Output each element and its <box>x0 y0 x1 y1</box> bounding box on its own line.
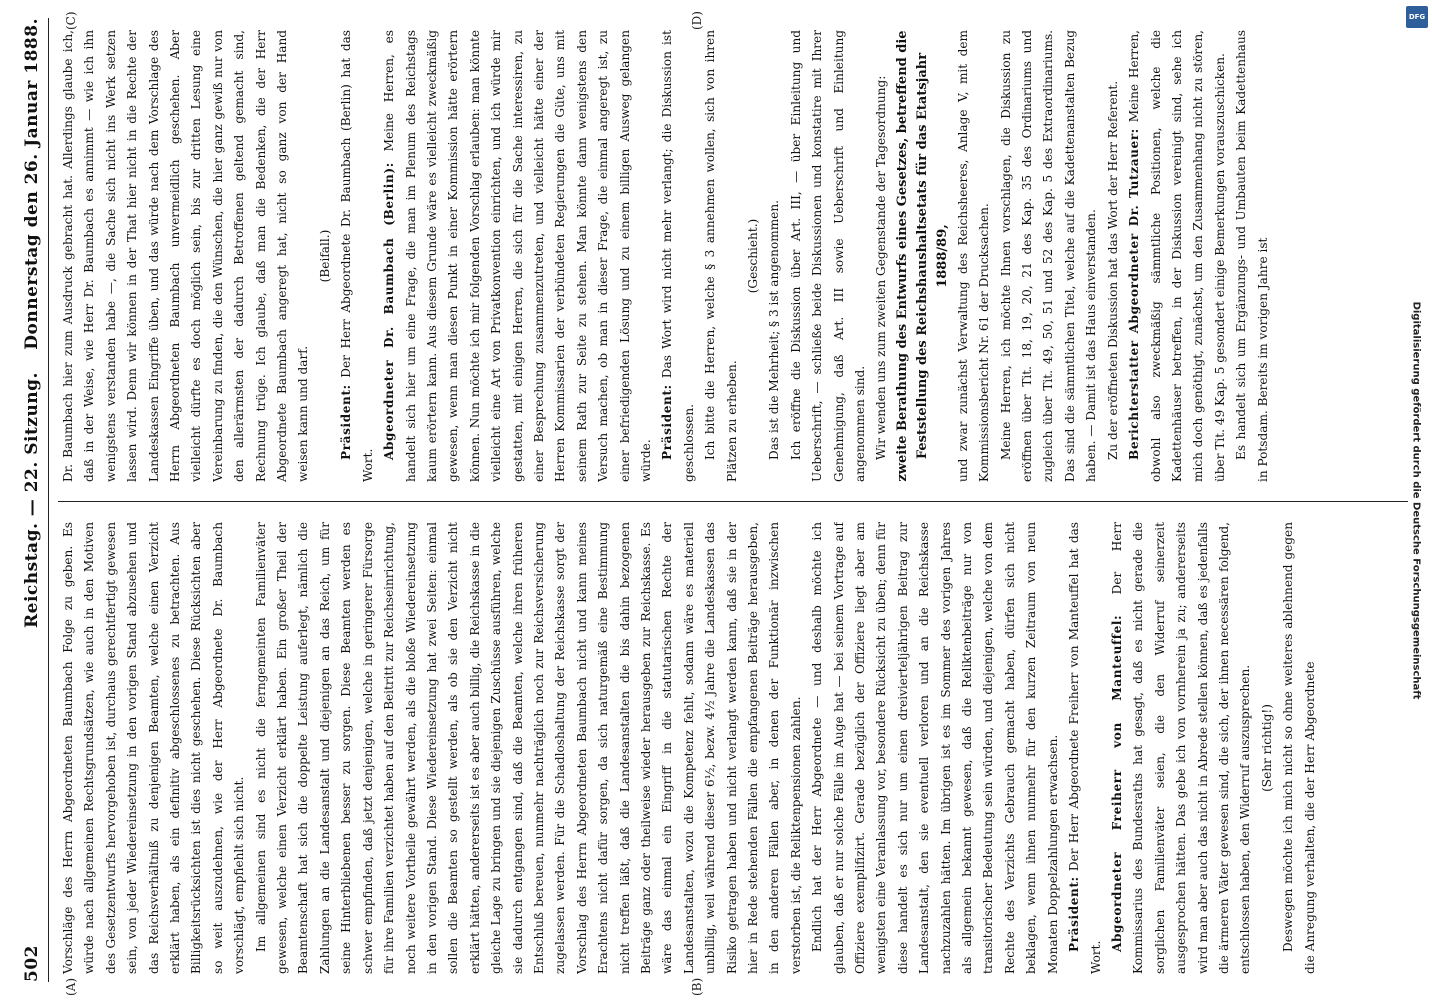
speaker-paragraph <box>657 30 700 482</box>
speaker-paragraph <box>1124 30 1231 482</box>
column-divider <box>58 501 1408 502</box>
speaker-label: Abgeordneter Dr. Baumbach (Berlin): <box>382 162 397 460</box>
reaction: (Geschieht.) <box>746 218 760 294</box>
margin-mark-a: (A) <box>64 977 78 996</box>
speaker-label: Präsident: <box>339 384 354 460</box>
left-column <box>58 522 1408 974</box>
speech-text: Der Herr Kommissarius des Bundesraths hat gesagt, daß es nicht gerade die sorglichen Familienväter seien, die den Widerruf seinerzeit ausgesprochen hätten. Das gebe ich von vornherein ja zu; andererseits wird man aber auch das nicht in Abrede stellen können, daß es jedenfalls die ärmeren Väter gewesen sind, die sich, der ihnen necessären folgend, entschlossen haben, den Widerruf auszusprechen. <box>1109 522 1253 974</box>
speech-text: Das Wort wird nicht mehr verlangt; die Diskussion ist geschlossen. <box>660 30 696 482</box>
paragraph: Ich eröffne die Diskussion über Art. III, — über Einleitung und Ueberschrift, — schließe beide Diskussionen und konstatire mit Ihrer Genehmigung, daß Art. III sowie Ueberschrift und Einleitung angenommen sind. <box>788 30 868 482</box>
paragraph: Im allgemeinen sind es nicht die ferngemeinten Familienväter gewesen, welche einen Verzicht erklärt haben. Ein großer Theil der Beamtenschaft hat sich die doppelte Leistung auferlegt, nämlich die Zahlungen an die Landesanstalt und diejenigen an das Reich, um für seine Hinterbliebenen besser zu sorgen. Diese Beamten werden es schwer empfinden, daß jetzt denjenigen, welche in geringerer Fürsorge für ihre Familien verzichtet haben auf den Beitritt zur Reichseinrichtung, noch weitere Vortheile gewährt werden, als die bloße Wiedereinsetzung in den vorigen Stand. Diese Wiedereinsetzung hat zwei Seiten: einmal sollen die Beamten so gestellt werden, als ob sie den Verzicht nicht erklärt hätten, andererseits ist es aber auch billig, die Reichskasse in die gleiche Lage zu bringen und sie diejenigen Zuschüsse ausführen, welche sie dadurch entgangen sind, daß die Beamten, welche ihren früheren Entschluß bereuen, nunmehr nachträglich noch zur Reichsversicherung zugelassen werden. Für die Schadloshaltung der Reichskasse sorgt der Vorschlag des Herrn Abgeordneten Baumbach nicht und kann meines Erachtens nicht dafür sorgen, da sich naturgemäß eine Bestimmung nicht treffen läßt, daß die Landesanstalten die bis dahin bezogenen Beiträge ganz oder theilweise wieder herausgeben zur Reichskasse. Es wäre das einmal ein Eingriff in die statutarischen Rechte der Landesanstalten, wozu die Kompetenz fehlt, sodann wäre es materiell unbillig, weil während dieser 6½, bezw. 4½ Jahre die Landeskassen das Risiko getragen haben und nicht verlangt werden kann, daß sie in der hier in Rede stehenden Fällen die empfangenen Beiträge herausgeben, in den anderen Fällen aber, in denen der Funktionär inzwischen verstorben ist, die Reliktenpensionen zahlen. <box>253 522 803 974</box>
speaker-label: Präsident: <box>660 384 675 460</box>
margin-mark-c: (C) <box>64 11 78 30</box>
paragraph: Es handelt sich um Ergänzungs- und Umbauten beim Kadettenhaus in Potsdam. Bereits im vorigen Jahre ist <box>1234 30 1270 482</box>
paragraph: und zwar zunächst Verwaltung des Reichsheeres, Anlage V, mit dem Kommissionsbericht Nr. 61 der Drucksachen. <box>955 30 992 482</box>
digitization-note-text: Digitalisierung gefördert durch die Deutsche Forschungsgemeinschaft <box>1410 301 1422 699</box>
dfg-logo-icon: DFG <box>1406 6 1428 28</box>
paragraph: Dr. Baumbach hier zum Ausdruck gebracht hat. Allerdings glaube ich, daß in der Weise, wie Herr Dr. Baumbach es annimmt — wie ich ihn wenigstens verstanden habe —, die Sache sich nicht ins Werk setzen lassen wird. Denn wir können in der That hier nicht in die Rechte der Landeskassen Eingriffe üben, und das würde nach dem Vorschlage des Herrn Abgeordneten Baumbach unvermeidlich geschehen. Aber vielleicht dürfte es doch möglich sein, bis zur dritten Lesung eine Vereinbarung zu finden, die den Wünschen, die hier ganz gewiß nur von den allerärmsten der dadurch Betroffenen geltend gemacht sind, Rechnung trüge. Ich glaube, daß man die Bedenken, die der Herr Abgeordnete Baumbach angeregt hat, nicht so ganz von der Hand weisen kann und darf. <box>61 30 311 482</box>
speech-text: Meine Herren, es handelt sich hier um eine Frage, die man im Plenum des Reichstags kaum erörtern kann. Aus diesem Grunde wäre es vielleicht zweckmäßig gewesen, wenn man diesen Punkt in einer Kommission hätte erörtern können. Nun möchte ich mir folgenden Vorschlag erlauben: man könnte vielleicht eine Art von Privatkonvention einrichten, und ich würde mir gestatten, mit einigen Herren, die sich für die Sache interessiren, zu einer Besprechung zusammenzutreten, und vielleicht hätte einer der Herren Kommissarien der verbündeten Regierungen die Güte, uns mit seinem Rath zur Seite zu stehen. Man könnte dann wenigstens den Versuch machen, ob man in dieser Frage, die einmal angeregt ist, zu einer befriedigenden Lösung und zu einem billigen Ausweg gelangen würde. <box>382 30 653 482</box>
speaker-label: Präsident: <box>1067 876 1082 952</box>
paragraph: Meine Herren, ich möchte Ihnen vorschlagen, die Diskussion zu eröffnen über Tit. 18, 19, 20, 21 des Kap. 35 des Ordinariums und zugleich über Tit. 49, 50, 51 und 52 des Kap. 5 des Extraordinariums. Das sind die sämmtlichen Titel, welche auf die Kadettenanstalten Bezug haben. — Damit ist das Haus einverstanden. <box>998 30 1099 482</box>
page-header <box>22 18 49 982</box>
paragraph: Endlich hat der Herr Abgeordnete — und deshalb möchte ich glauben, daß er nur solche Fälle im Auge hat — bei seinem Vortrage auf Offiziere exemplifizirt. Gerade bezüglich der Offiziere liegt aber am wenigsten eine Veranlassung vor, besondere Rücksicht zu üben; denn für diese handelt es sich nur um einen dreivierteljährigen Beitrag zur Landesanstalt, den sie eventuell verloren und an die Reichskasse nachzuzahlen hätten. Im übrigen ist es im Sommer des vorigen Jahres als allgemein bekannt gewesen, daß die Reliktenbeiträge nur von transitorischer Bedeutung sein würden, und diejenigen, welche von dem Rechte des Verzichts Gebrauch gemacht haben, dürfen sich nicht beklagen, wenn ihnen nunmehr für den kurzen Zeitraum von neun Monaten Doppelzahlungen erwachsen. <box>810 522 1060 974</box>
reaction: (Beifall.) <box>317 229 332 283</box>
speaker-label: Abgeordneter Freiherr von Manteuffel: <box>1109 614 1124 952</box>
speech-text: Der Herr Abgeordnete Freiherr von Manteuffel hat das Wort. <box>1067 522 1103 974</box>
session-title: Reichstag. — 22. Sitzung. <box>22 372 42 628</box>
speech-text: Der Herr Abgeordnete Dr. Baumbach (Berlin) hat das Wort. <box>339 30 375 482</box>
speaker-paragraph <box>1107 522 1257 974</box>
speaker-paragraph <box>379 30 657 482</box>
right-column <box>58 30 1408 482</box>
digitization-note <box>1402 30 1430 970</box>
speaker-paragraph <box>1064 522 1107 974</box>
agenda-heading: zweite Berathung des Entwurfs eines Gesetzes, betreffend die Feststellung des Reichshaushaltsetats für das Etatsjahr 1888/89, <box>894 30 950 482</box>
speaker-paragraph <box>336 30 379 482</box>
margin-mark-b: (B) <box>690 977 704 996</box>
page-number: 502 <box>22 945 42 982</box>
paragraph: Ich bitte die Herren, welche § 3 annehmen wollen, sich von ihren Plätzen zu erheben. <box>703 30 739 482</box>
session-date: Donnerstag den 26. Januar 1888. <box>22 18 42 350</box>
speech-text: Meine Herren, obwohl also zweckmäßig sämmtliche Positionen, welche die Kadettenhäuser betreffen, in der Diskussion vereinigt sind, sehe ich mich doch genöthigt, zunächst, um den Zusammenhang nicht zu stören, über Tit. 49 Kap. 5 gesondert einige Bemerkungen vorauszuschicken. <box>1127 30 1227 482</box>
paragraph: Wir wenden uns zum zweiten Gegenstande der Tagesordnung: <box>874 75 889 460</box>
margin-mark-d: (D) <box>690 11 704 30</box>
speaker-label: Berichterstatter Abgeordneter Dr. Tutzauer: <box>1127 128 1142 460</box>
paragraph: Das ist die Mehrheit; § 3 ist angenommen. <box>767 200 782 460</box>
reaction: (Sehr richtig!) <box>1259 704 1274 792</box>
paragraph: Zu der eröffneten Diskussion hat das Wort der Herr Referent. <box>1105 80 1120 460</box>
paragraph: Vorschläge des Herrn Abgeordneten Baumbach Folge zu geben. Es würde nach allgemeinen Rechtsgrundsätzen, wie auch in den Motiven des Gesetzentwurfs hervorgehoben ist, durchaus gerechtfertigt gewesen sein, von jeder Wiedereinsetzung in den vorigen Stand abzusehen und das Reichsverhältniß zu denjenigen Beamten, welche einen Verzicht erklärt haben, als ein definitiv abgeschlossenes zu betrachten. Aus Billigkeitsrücksichten ist dies nicht geschehen. Diese Rücksichten aber so weit auszudehnen, wie der Herr Abgeordnete Dr. Baumbach vorschlägt, empfiehlt sich nicht. <box>61 522 247 974</box>
paragraph: Deswegen möchte ich mich nicht so ohne weiteres ablehnend gegen die Anregung verhalten, die der Herr Abgeordnete <box>1281 522 1317 974</box>
